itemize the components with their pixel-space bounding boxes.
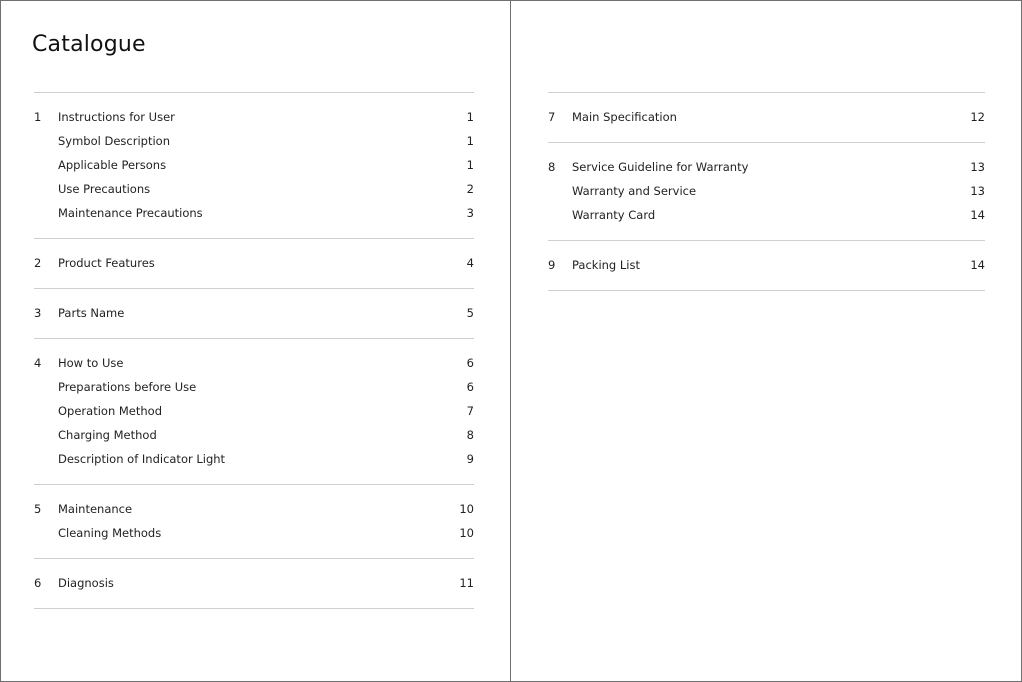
- entry-page-number: 14: [970, 258, 985, 272]
- toc-entry[interactable]: [34, 129, 474, 153]
- entry-page-number: 2: [466, 182, 474, 196]
- entry-title: Cleaning Methods: [58, 526, 162, 540]
- entry-title: Packing List: [572, 258, 640, 272]
- entry-title: Applicable Persons: [58, 158, 167, 172]
- entry-title: Use Precautions: [58, 182, 151, 196]
- toc-entry[interactable]: [34, 251, 474, 275]
- entry-page-number: 6: [466, 380, 474, 394]
- entry-page-number: 8: [466, 428, 474, 442]
- entry-page-number: 13: [970, 184, 985, 198]
- entry-title: Diagnosis: [58, 576, 114, 590]
- left-page: [1, 1, 511, 681]
- entry-page-number: 1: [466, 134, 474, 148]
- entry-page-number: 7: [466, 404, 474, 418]
- toc-section-7: [548, 93, 985, 143]
- entry-title: Symbol Description: [58, 134, 170, 148]
- entry-page-number: 3: [466, 206, 474, 220]
- section-number: 4: [34, 356, 42, 370]
- section-number: 9: [548, 258, 556, 272]
- entry-page-number: 5: [466, 306, 474, 320]
- toc-entry[interactable]: [34, 153, 474, 177]
- toc-entry[interactable]: [548, 179, 985, 203]
- entry-title: Operation Method: [58, 404, 163, 418]
- toc-entry[interactable]: [34, 571, 474, 595]
- entry-title: Warranty and Service: [572, 184, 697, 198]
- entry-title: How to Use: [58, 356, 124, 370]
- entry-title: Parts Name: [58, 306, 125, 320]
- section-number: 2: [34, 256, 42, 270]
- section-number: 6: [34, 576, 42, 590]
- toc-entry[interactable]: [548, 105, 985, 129]
- entry-title: Service Guideline for Warranty: [572, 160, 749, 174]
- toc-entry[interactable]: [34, 497, 474, 521]
- toc-entry[interactable]: [34, 351, 474, 375]
- toc-section-3: [34, 289, 474, 339]
- toc-entry[interactable]: [548, 203, 985, 227]
- entry-page-number: 11: [459, 576, 474, 590]
- toc-entry[interactable]: [548, 155, 985, 179]
- entry-title: Description of Indicator Light: [58, 452, 226, 466]
- entry-title: Main Specification: [572, 110, 677, 124]
- toc-entry[interactable]: [34, 521, 474, 545]
- toc-entry[interactable]: [34, 201, 474, 225]
- toc-section-4: [34, 339, 474, 485]
- toc-section-6: [34, 559, 474, 609]
- right-page: [511, 1, 1021, 681]
- toc-section-5: [34, 485, 474, 559]
- toc-section-9: [548, 241, 985, 291]
- section-number: 1: [34, 110, 42, 124]
- entry-page-number: 4: [466, 256, 474, 270]
- section-number: 7: [548, 110, 556, 124]
- entry-title: Charging Method: [58, 428, 157, 442]
- entry-page-number: 1: [466, 158, 474, 172]
- entry-page-number: 9: [466, 452, 474, 466]
- entry-page-number: 10: [459, 526, 474, 540]
- toc-entry[interactable]: [34, 375, 474, 399]
- entry-page-number: 10: [459, 502, 474, 516]
- section-number: 3: [34, 306, 42, 320]
- toc-section-2: [34, 239, 474, 289]
- toc-section-1: [34, 93, 474, 239]
- toc-entry[interactable]: [34, 177, 474, 201]
- page-title: Catalogue: [32, 32, 146, 57]
- toc-section-8: [548, 143, 985, 241]
- entry-page-number: 13: [970, 160, 985, 174]
- entry-page-number: 1: [466, 110, 474, 124]
- entry-title: Maintenance Precautions: [58, 206, 203, 220]
- toc-left: [34, 92, 474, 609]
- toc-entry[interactable]: [34, 447, 474, 471]
- entry-page-number: 12: [970, 110, 985, 124]
- toc-entry[interactable]: [34, 105, 474, 129]
- entry-title: Instructions for User: [58, 110, 175, 124]
- toc-right: [548, 92, 985, 291]
- entry-title: Warranty Card: [572, 208, 656, 222]
- section-number: 5: [34, 502, 42, 516]
- entry-title: Maintenance: [58, 502, 133, 516]
- toc-entry[interactable]: [34, 399, 474, 423]
- entry-title: Product Features: [58, 256, 155, 270]
- section-number: 8: [548, 160, 556, 174]
- entry-title: Preparations before Use: [58, 380, 197, 394]
- toc-entry[interactable]: [548, 253, 985, 277]
- entry-page-number: 14: [970, 208, 985, 222]
- entry-page-number: 6: [466, 356, 474, 370]
- toc-entry[interactable]: [34, 423, 474, 447]
- toc-entry[interactable]: [34, 301, 474, 325]
